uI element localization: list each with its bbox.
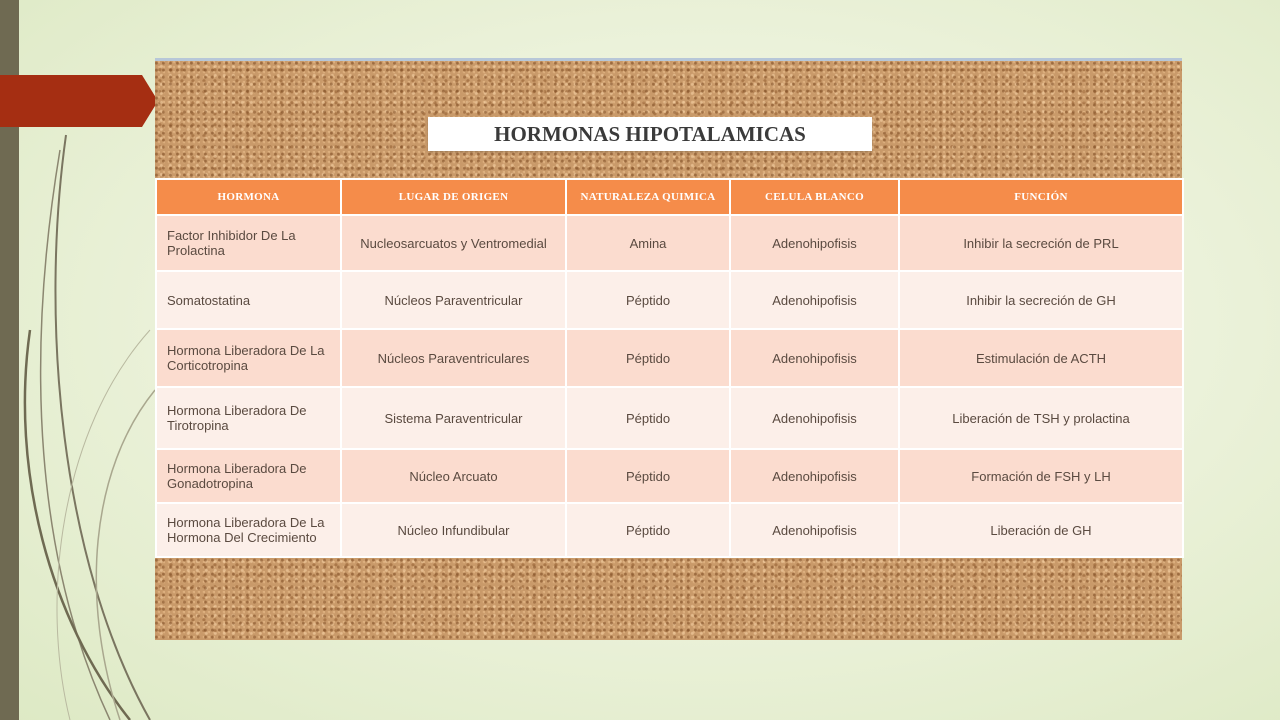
cell-naturaleza: Péptido: [566, 387, 730, 449]
table-row: [156, 271, 1183, 329]
cell-naturaleza: Amina: [566, 215, 730, 271]
cell-hormona: Factor Inhibidor De La Prolactina: [156, 215, 341, 271]
header-naturaleza-quimica: NATURALEZA QUIMICA: [566, 179, 730, 215]
cell-hormona: Hormona Liberadora De Gonadotropina: [156, 449, 341, 503]
red-accent-tab: [0, 75, 158, 127]
cell-origen: Núcleos Paraventricular: [341, 271, 566, 329]
cell-origen: Sistema Paraventricular: [341, 387, 566, 449]
cell-funcion: Formación de FSH y LH: [899, 449, 1183, 503]
table-header-row: [156, 179, 1183, 215]
cell-naturaleza: Péptido: [566, 329, 730, 387]
cell-funcion: Estimulación de ACTH: [899, 329, 1183, 387]
cell-celula: Adenohipofisis: [730, 503, 899, 557]
cell-hormona: Hormona Liberadora De La Hormona Del Crecimiento: [156, 503, 341, 557]
table-row: [156, 449, 1183, 503]
cell-celula: Adenohipofisis: [730, 215, 899, 271]
header-celula-blanco: CELULA BLANCO: [730, 179, 899, 215]
cell-naturaleza: Péptido: [566, 271, 730, 329]
cell-celula: Adenohipofisis: [730, 387, 899, 449]
cell-funcion: Liberación de TSH y prolactina: [899, 387, 1183, 449]
table-row: [156, 329, 1183, 387]
cell-funcion: Inhibir la secreción de PRL: [899, 215, 1183, 271]
cell-naturaleza: Péptido: [566, 503, 730, 557]
slide-title: HORMONAS HIPOTALAMICAS: [428, 117, 872, 151]
cell-naturaleza: Péptido: [566, 449, 730, 503]
cell-origen: Núcleo Infundibular: [341, 503, 566, 557]
header-funcion: FUNCIÓN: [899, 179, 1183, 215]
header-hormona: HORMONA: [156, 179, 341, 215]
cork-board: [155, 58, 1182, 640]
table-row: [156, 387, 1183, 449]
cell-celula: Adenohipofisis: [730, 329, 899, 387]
cell-hormona: Hormona Liberadora De Tirotropina: [156, 387, 341, 449]
cell-origen: Núcleos Paraventriculares: [341, 329, 566, 387]
cell-celula: Adenohipofisis: [730, 271, 899, 329]
cell-origen: Núcleo Arcuato: [341, 449, 566, 503]
cell-origen: Nucleosarcuatos y Ventromedial: [341, 215, 566, 271]
hormones-table: [155, 178, 1184, 558]
cell-funcion: Inhibir la secreción de GH: [899, 271, 1183, 329]
cell-hormona: Somatostatina: [156, 271, 341, 329]
table-row: [156, 215, 1183, 271]
header-lugar-origen: LUGAR DE ORIGEN: [341, 179, 566, 215]
table-row: [156, 503, 1183, 557]
cell-celula: Adenohipofisis: [730, 449, 899, 503]
cell-funcion: Liberación de GH: [899, 503, 1183, 557]
cell-hormona: Hormona Liberadora De La Corticotropina: [156, 329, 341, 387]
